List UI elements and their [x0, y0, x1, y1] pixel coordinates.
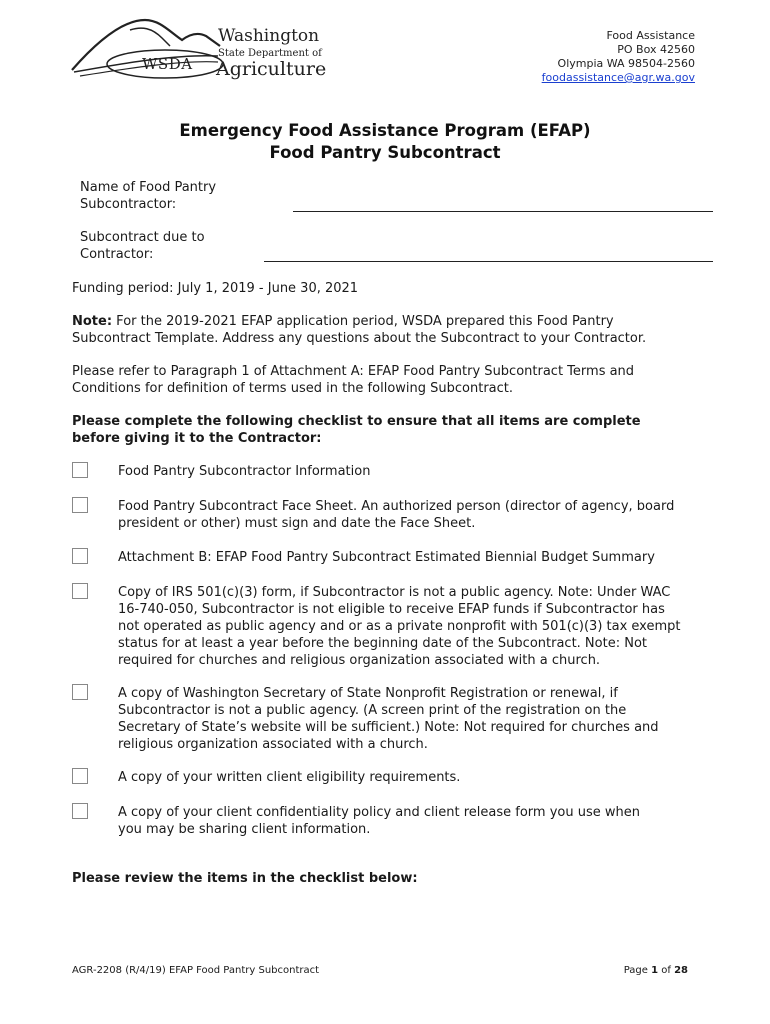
refer-line-2: Conditions for definition of terms used in the following Subcontract.: [72, 381, 514, 396]
checklist-item-3-line-1: Attachment B: EFAP Food Pantry Subcontract Estimated Biennial Budget Summary: [118, 550, 655, 565]
page-prefix: Page: [623, 965, 652, 976]
page-of: of: [658, 965, 675, 976]
checklist-item-6-line-1: A copy of your written client eligibility requirements.: [118, 770, 461, 785]
checkbox-irs-form[interactable]: [72, 583, 88, 599]
checklist-item-5-line-4: religious organization associated with a church.: [118, 737, 428, 752]
checkbox-confidentiality-policy[interactable]: [72, 803, 88, 819]
checkbox-nonprofit-registration[interactable]: [72, 684, 88, 700]
checklist-item-3: [118, 549, 718, 566]
checkbox-subcontractor-info[interactable]: [72, 462, 88, 478]
review-heading: Please review the items in the checklist below:: [72, 871, 418, 886]
checklist-item-5-line-2: Subcontractor is not a public agency. (A screen print of the registration on the: [118, 703, 627, 718]
due-field-line[interactable]: [264, 261, 713, 262]
note-text-1: For the 2019-2021 EFAP application period, WSDA prepared this Food Pantry: [112, 314, 614, 329]
name-field-line[interactable]: [293, 211, 713, 212]
page-subtitle: Food Pantry Subcontract: [269, 143, 501, 162]
logo-wsda: WSDA: [142, 55, 193, 73]
checkbox-attachment-b[interactable]: [72, 548, 88, 564]
footer-form-id: AGR-2208 (R/4/19) EFAP Food Pantry Subcontract: [72, 965, 320, 976]
checklist-item-6: [118, 769, 718, 786]
note-label: Note:: [72, 314, 113, 329]
checklist-item-7-line-2: you may be sharing client information.: [118, 822, 371, 837]
checklist-item-4-line-4: status for at least a year before the beginning date of the Subcontract. Note: Not: [118, 636, 647, 651]
checklist-item-7: [118, 804, 718, 838]
contact-block: [542, 29, 695, 85]
checklist-item-2-line-1: Food Pantry Subcontract Face Sheet. An authorized person (director of agency, board: [118, 499, 675, 514]
page-current: 1: [651, 965, 659, 976]
checklist-heading-2: before giving it to the Contractor:: [72, 431, 322, 446]
checklist-item-4-line-2: 16-740-050, Subcontractor is not eligible to receive EFAP funds if Subcontractor has: [118, 602, 665, 617]
checkbox-face-sheet[interactable]: [72, 497, 88, 513]
contact-email-link[interactable]: foodassistance@agr.wa.gov: [541, 71, 695, 84]
logo-state-department: State Department of: [218, 48, 322, 59]
page-title: Emergency Food Assistance Program (EFAP): [179, 121, 591, 140]
checklist-item-4-line-3: not operated as public agency and or as a private nonprofit with 501(c)(3) tax exempt: [118, 619, 681, 634]
due-field-label-2: Contractor:: [80, 247, 154, 262]
logo-agriculture: Agriculture: [216, 58, 327, 80]
checklist-heading-1: Please complete the following checklist to ensure that all items are complete: [72, 414, 641, 429]
contact-po-box: PO Box 42560: [617, 43, 695, 56]
checklist-item-2-line-2: president or other) must sign and date the Face Sheet.: [118, 516, 476, 531]
checklist-item-5-line-1: A copy of Washington Secretary of State Nonprofit Registration or renewal, if: [118, 686, 618, 701]
name-field-label-2: Subcontractor:: [80, 197, 177, 212]
funding-period: Funding period: July 1, 2019 - June 30, 2021: [72, 281, 359, 296]
contact-city: Olympia WA 98504-2560: [557, 57, 695, 70]
logo-washington: Washington: [218, 26, 320, 46]
checklist-item-5-line-3: Secretary of State’s website will be sufficient.) Note: Not required for churches and: [118, 720, 659, 735]
due-field-label-1: Subcontract due to: [80, 230, 205, 245]
checklist-item-2: [118, 498, 718, 532]
checkbox-eligibility-requirements[interactable]: [72, 768, 88, 784]
contact-dept: Food Assistance: [606, 29, 695, 42]
checklist-item-1-line-1: Food Pantry Subcontractor Information: [118, 464, 371, 479]
name-field-label-1: Name of Food Pantry: [80, 180, 217, 195]
checklist-item-4-line-1: Copy of IRS 501(c)(3) form, if Subcontractor is not a public agency. Note: Under WAC: [118, 585, 671, 600]
checklist-item-4: [118, 584, 718, 669]
checklist-item-1: [118, 463, 718, 480]
page-total: 28: [674, 965, 688, 976]
note-line-1: [72, 313, 712, 330]
checklist-item-4-line-5: required for churches and religious organization associated with a church.: [118, 653, 601, 668]
checklist-item-7-line-1: A copy of your client confidentiality policy and client release form you use when: [118, 805, 640, 820]
footer-page-number: [624, 965, 688, 976]
checklist-item-5: [118, 685, 718, 753]
note-line-2: Subcontract Template. Address any questions about the Subcontract to your Contractor.: [72, 331, 647, 346]
refer-line-1: Please refer to Paragraph 1 of Attachment A: EFAP Food Pantry Subcontract Terms and: [72, 364, 635, 379]
